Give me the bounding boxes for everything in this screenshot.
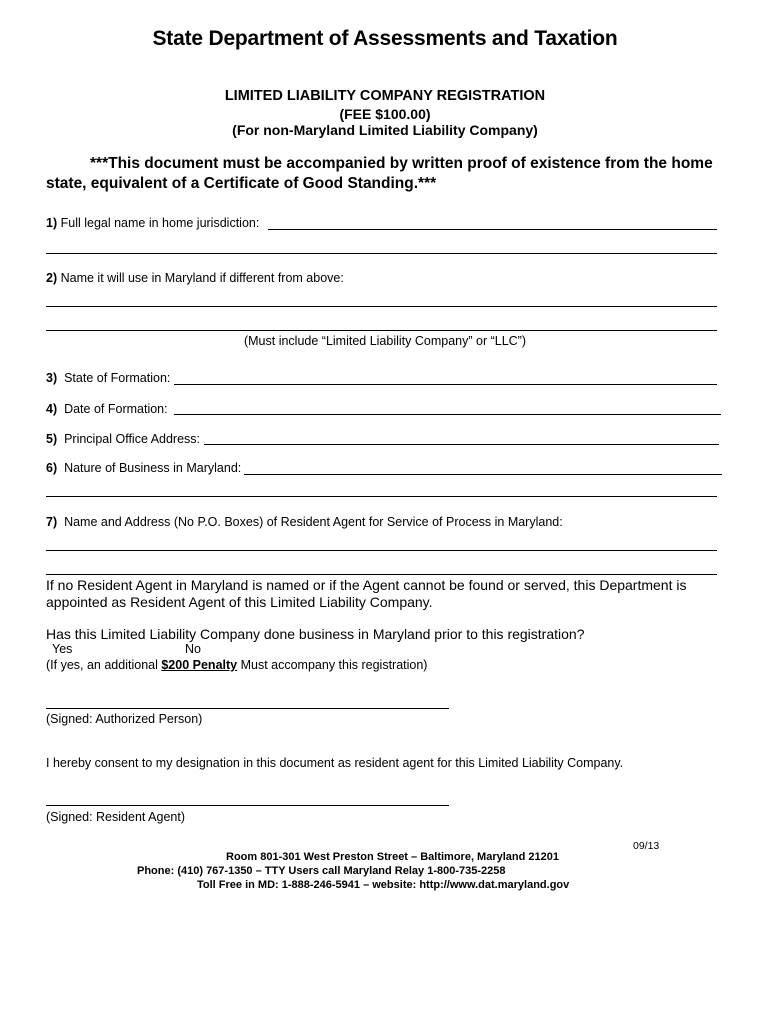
field-3-line[interactable] xyxy=(174,384,717,385)
field-6-label-row xyxy=(46,461,241,475)
page-title: State Department of Assessments and Taxation xyxy=(152,27,618,50)
footer-phone: Phone: (410) 767-1350 – TTY Users call Maryland Relay 1-800-735-2258 xyxy=(137,865,506,877)
notice-block xyxy=(46,154,726,194)
field-2-number: 2) xyxy=(46,271,58,285)
field-2-label: Name it will use in Maryland if different from above: xyxy=(60,271,344,285)
field-2-label-row xyxy=(46,271,344,285)
field-4-label: Date of Formation: xyxy=(64,402,168,416)
field-7-line-2[interactable] xyxy=(46,574,717,575)
agent-signature-line[interactable] xyxy=(46,805,449,806)
field-3-number: 3) xyxy=(46,371,58,385)
field-7-label-row xyxy=(46,515,563,529)
field-6-label: Nature of Business in Maryland: xyxy=(64,461,242,475)
field-1-label: Full legal name in home jurisdiction: xyxy=(60,216,260,230)
fee-note: (FEE $100.00) xyxy=(339,106,431,122)
form-date: 09/13 xyxy=(633,840,660,852)
field-4-label-row xyxy=(46,402,168,416)
consent-text: I hereby consent to my designation in this document as resident agent for this Limited Liability Company. xyxy=(46,756,624,770)
agent-signature-label: (Signed: Resident Agent) xyxy=(46,810,185,824)
field-4-line[interactable] xyxy=(174,414,721,415)
penalty-amount: $200 Penalty xyxy=(161,658,238,672)
field-4-number: 4) xyxy=(46,402,58,416)
penalty-suffix: Must accompany this registration) xyxy=(240,658,428,672)
field-6-line-2[interactable] xyxy=(46,496,717,497)
field-7-label: Name and Address (No P.O. Boxes) of Resident Agent for Service of Process in Maryland: xyxy=(64,515,563,529)
field-2-line[interactable] xyxy=(46,306,717,307)
penalty-prefix: (If yes, an additional xyxy=(46,658,158,672)
field-1-line-2[interactable] xyxy=(46,253,717,254)
penalty-note xyxy=(46,658,427,672)
form-subtitle: (For non-Maryland Limited Liability Company) xyxy=(232,122,538,138)
field-2-line-2[interactable] xyxy=(46,330,717,331)
field-2-note: (Must include “Limited Liability Company” or “LLC”) xyxy=(243,334,527,348)
no-option[interactable]: No xyxy=(185,642,201,656)
yes-option[interactable]: Yes xyxy=(52,642,73,656)
field-5-label-row xyxy=(46,432,200,446)
field-3-label: State of Formation: xyxy=(64,371,171,385)
field-5-line[interactable] xyxy=(204,444,719,445)
field-6-number: 6) xyxy=(46,461,58,475)
field-1-number: 1) xyxy=(46,216,58,230)
field-6-line[interactable] xyxy=(244,474,722,475)
field-1-line[interactable] xyxy=(268,229,717,230)
form-title: LIMITED LIABILITY COMPANY REGISTRATION xyxy=(224,88,546,104)
field-7-line[interactable] xyxy=(46,550,717,551)
field-5-label: Principal Office Address: xyxy=(64,432,201,446)
field-1-label-row xyxy=(46,216,259,230)
field-5-number: 5) xyxy=(46,432,58,446)
notice-text: ***This document must be accompanied by written proof of existence from the home state, equivalent of a Certificate of Good Standing.*** xyxy=(46,155,713,192)
authorized-signature-line[interactable] xyxy=(46,708,449,709)
resident-agent-text: If no Resident Agent in Maryland is named or if the Agent cannot be found or served, this Department is appointed as Resident Agent of this Limited Liability Company. xyxy=(46,577,687,610)
footer-tollfree: Toll Free in MD: 1-888-246-5941 – website: http://www.dat.maryland.gov xyxy=(197,879,570,891)
field-7-number: 7) xyxy=(46,515,58,529)
prior-business-question: Has this Limited Liability Company done business in Maryland prior to this registration? xyxy=(46,626,585,642)
footer-address: Room 801-301 West Preston Street – Baltimore, Maryland 21201 xyxy=(226,851,559,863)
field-3-label-row xyxy=(46,371,170,385)
authorized-signature-label: (Signed: Authorized Person) xyxy=(46,712,203,726)
